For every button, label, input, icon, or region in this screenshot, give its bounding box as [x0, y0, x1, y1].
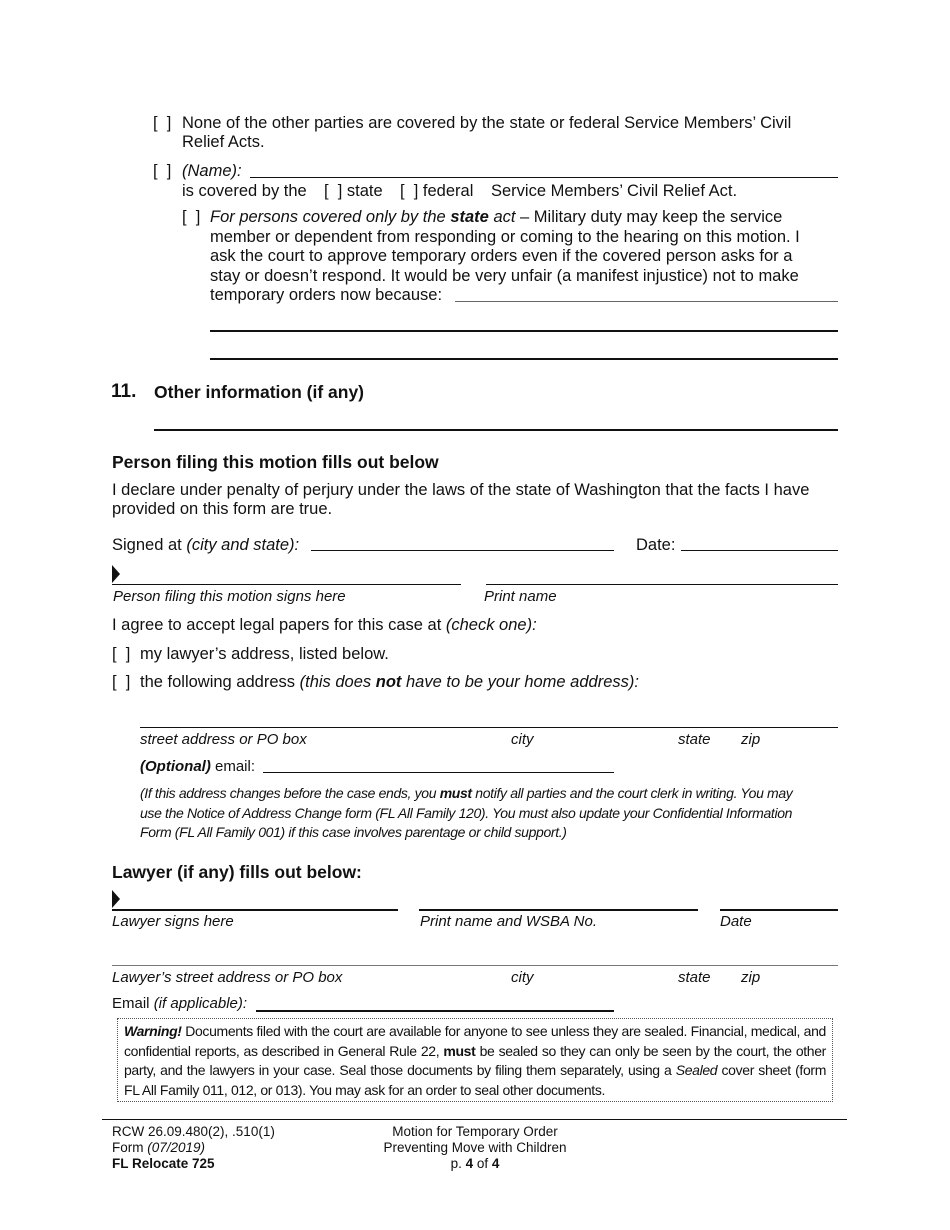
warning-box [117, 1018, 833, 1102]
accept-papers-label [112, 615, 537, 635]
lawyer-city-caption: city [511, 969, 534, 986]
declaration-line-2: provided on this form are true. [112, 500, 333, 518]
lawyer-email-note: (if applicable): [153, 995, 248, 1012]
lawyer-print-caption: Print name and WSBA No. [420, 913, 598, 930]
following-address-option [140, 672, 639, 692]
city-state-text: (city and state): [186, 536, 300, 554]
state-only-line-2: member or dependent from responding or coming to the hearing on this motion. I [210, 228, 800, 246]
lawyer-date-caption: Date [720, 913, 752, 930]
act-label: Service Members’ Civil Relief Act. [491, 182, 738, 200]
check-one-text: (check one): [445, 616, 537, 634]
federal-act-checkbox[interactable]: [ ] federal [400, 182, 474, 200]
lawyer-email-text: Email [112, 995, 150, 1012]
section-11-title: Other information (if any) [154, 382, 364, 402]
state-only-act: act [493, 208, 516, 226]
footer-title-1: Motion for Temporary Order [392, 1124, 558, 1139]
filer-state-caption: state [678, 731, 711, 748]
lawyer-state-caption: state [678, 969, 711, 986]
footer-title-2: Preventing Move with Children [383, 1140, 567, 1155]
date-label: Date: [636, 536, 676, 554]
signed-at-label [112, 535, 299, 555]
filer-signature-field[interactable] [112, 584, 461, 585]
covered-by-label: is covered by the [182, 182, 307, 200]
other-info-field[interactable] [154, 429, 838, 431]
state-only-line-4: stay or doesn’t respond. It would be very unfair (a manifest injustice) not to make [210, 267, 799, 285]
footer-form-id: FL Relocate 725 [112, 1156, 215, 1171]
filer-street-caption: street address or PO box [140, 731, 307, 748]
state-only-rest: – Military duty may keep the service [515, 208, 783, 226]
filer-heading: Person filing this motion fills out below [112, 452, 439, 472]
reason-field-1[interactable] [455, 301, 838, 302]
lawyer-address-field[interactable] [112, 965, 838, 966]
address-change-note-1 [140, 784, 792, 804]
name-label: (Name): [182, 162, 242, 180]
footer-rcw: RCW 26.09.480(2), .510(1) [112, 1124, 275, 1139]
signed-at-text: Signed at [112, 536, 182, 554]
following-address-text: the following address [140, 673, 296, 691]
lawyer-email-label [112, 994, 247, 1013]
lawyer-sign-caption: Lawyer signs here [112, 913, 234, 930]
optional-text: (Optional) [140, 758, 211, 775]
date-field[interactable] [681, 550, 838, 551]
page-prefix: p. [450, 1156, 462, 1171]
address-change-note-3: Form (FL All Family 001) if this case involves parentage or child support.) [140, 824, 567, 840]
filer-city-caption: city [511, 731, 534, 748]
email-text: email: [215, 758, 256, 775]
accept-papers-text: I agree to accept legal papers for this case at [112, 616, 442, 634]
note-must: must [439, 785, 472, 801]
state-only-checkbox[interactable]: [ ] [182, 208, 201, 226]
sign-here-arrow-icon [112, 565, 120, 583]
filer-zip-caption: zip [741, 731, 761, 748]
none-covered-checkbox[interactable]: [ ] [153, 114, 172, 132]
state-only-intro: For persons covered only by the [210, 208, 446, 226]
section-11-number: 11. [111, 381, 137, 402]
state-only-line-1 [210, 207, 782, 227]
lawyer-sign-arrow-icon [112, 890, 120, 908]
state-only-line-3: ask the court to approve temporary orders even if the covered person asks for a [210, 247, 793, 265]
filer-email-label [140, 757, 255, 776]
filer-email-field[interactable] [263, 772, 614, 773]
address-change-note-2: use the Notice of Address Change form (FL All Family 120). You must also update your Confidential Information [140, 805, 793, 821]
address-note-a: (this does [299, 673, 372, 691]
declaration-line-1: I declare under penalty of perjury under the laws of the state of Washington that the facts I have [112, 481, 810, 499]
filer-print-caption: Print name [484, 588, 557, 605]
warning-title: Warning! [124, 1023, 182, 1039]
following-address-checkbox[interactable]: [ ] [112, 673, 131, 691]
warning-text-3: cover sheet (form FL All Family 011, 012, or 013). You may ask for an order to seal other documents. [124, 1062, 827, 1098]
filer-sign-caption: Person filing this motion signs here [113, 588, 346, 605]
lawyer-zip-caption: zip [741, 969, 761, 986]
footer-divider [102, 1119, 847, 1120]
state-only-line-5: temporary orders now because: [210, 286, 443, 304]
warning-sealed: Sealed [675, 1062, 718, 1078]
address-note-not: not [375, 673, 402, 691]
name-covered-checkbox[interactable]: [ ] [153, 162, 172, 180]
warning-text-2: be sealed so they can only be seen by the court, the other party, and the lawyers in your case. Seal those documents by filing them separately, using a [124, 1042, 826, 1078]
reason-field-3[interactable] [210, 358, 838, 360]
city-state-field[interactable] [311, 550, 614, 551]
filer-address-field[interactable] [140, 727, 838, 728]
warning-must: must [443, 1042, 476, 1059]
footer-form-label: Form [112, 1140, 144, 1155]
footer-form-date-value: (07/2019) [147, 1140, 206, 1155]
page-current: 4 [465, 1156, 474, 1171]
footer-form-date [112, 1140, 205, 1157]
lawyer-print-name-field[interactable] [419, 909, 698, 911]
note-1a: (If this address changes before the case ends, you [140, 785, 437, 801]
reason-field-2[interactable] [210, 330, 838, 332]
lawyer-email-field[interactable] [256, 1010, 614, 1012]
name-field[interactable] [250, 177, 838, 178]
lawyer-address-checkbox[interactable]: [ ] [112, 645, 131, 663]
lawyer-heading: Lawyer (if any) fills out below: [112, 862, 362, 882]
none-covered-text-cont: Relief Acts. [182, 133, 265, 151]
lawyer-address-option: my lawyer’s address, listed below. [140, 645, 389, 663]
warning-text-1: Documents filed with the court are available for anyone to see unless they are sealed. Financial, medical, and confidential reports, as described in General Rule 22, [124, 1023, 826, 1059]
none-covered-text: None of the other parties are covered by the state or federal Service Members’ Civil [182, 114, 792, 132]
lawyer-date-field[interactable] [720, 909, 838, 911]
state-act-checkbox[interactable]: [ ] state [324, 182, 383, 200]
page-total: 4 [491, 1156, 500, 1171]
filer-print-name-field[interactable] [486, 584, 838, 585]
state-only-bold: state [450, 208, 489, 226]
page-of: of [476, 1156, 489, 1171]
note-1b: notify all parties and the court clerk in writing. You may [475, 785, 793, 801]
address-note-b: have to be your home address): [406, 673, 639, 691]
footer-page-number [300, 1156, 650, 1173]
lawyer-signature-field[interactable] [112, 909, 398, 911]
lawyer-street-caption: Lawyer’s street address or PO box [112, 969, 343, 986]
